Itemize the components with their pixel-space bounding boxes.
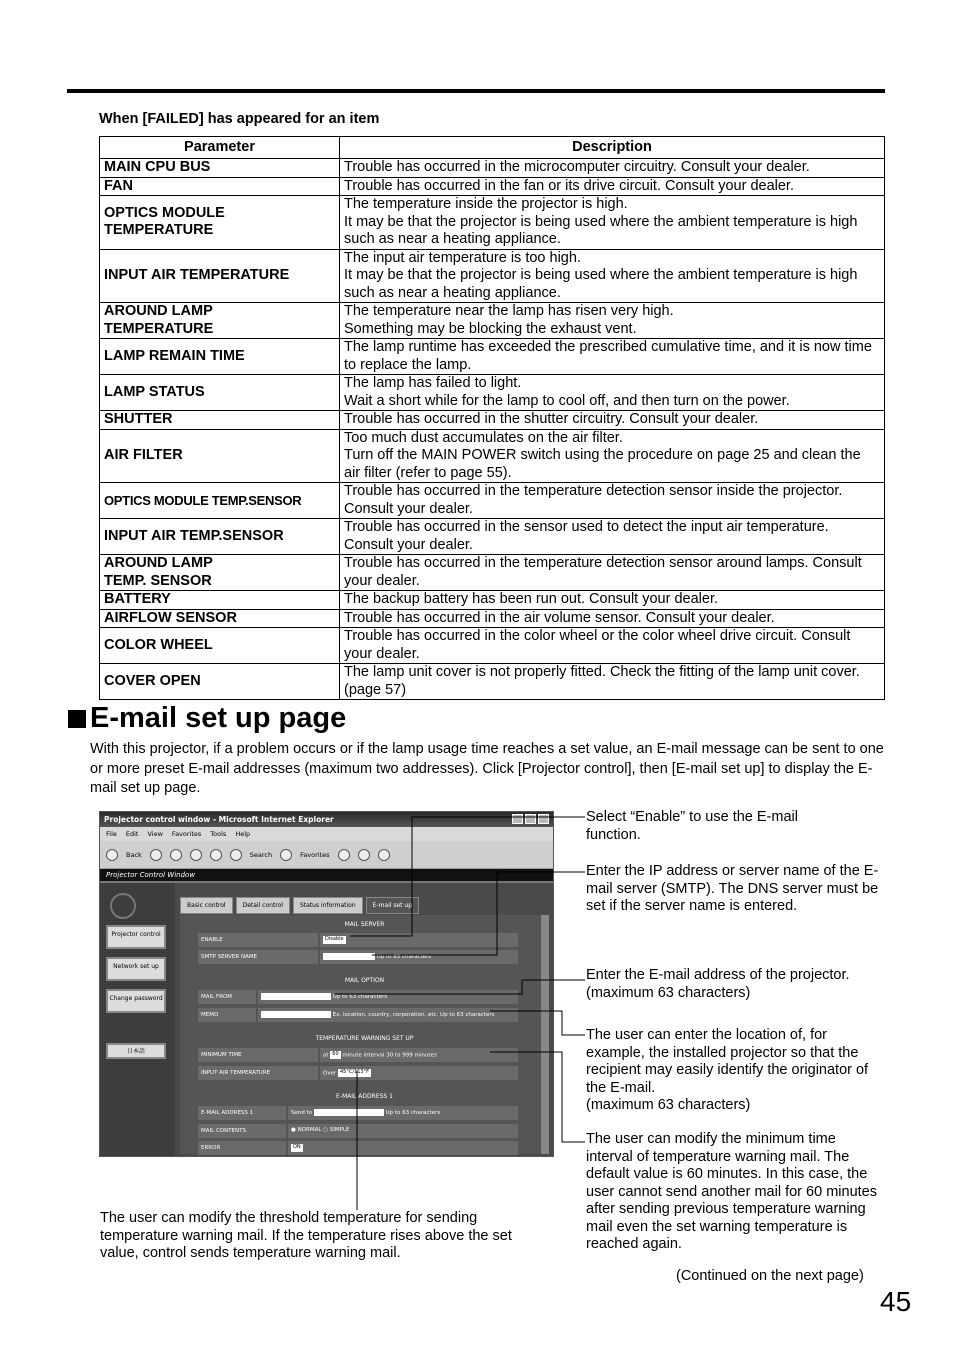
description-cell: The lamp runtime has exceeded the prescribed cumulative time, and it is now time to replace the lamp.	[340, 339, 885, 375]
mail-option-heading: MAIL OPTION	[344, 977, 385, 984]
description-cell: Trouble has occurred in the color wheel or the color wheel drive circuit. Consult your dealer.	[340, 628, 885, 664]
parameter-cell: OPTICS MODULE TEMP.SENSOR	[100, 483, 340, 519]
parameter-cell: LAMP STATUS	[100, 375, 340, 411]
menu-help: Help	[235, 830, 251, 838]
parameter-cell: LAMP REMAIN TIME	[100, 339, 340, 375]
toolbar-favorites: Favorites	[300, 850, 330, 859]
description-cell: The lamp unit cover is not properly fitted. Check the fitting of the lamp unit cover. (page 57)	[340, 664, 885, 700]
parameter-cell: OPTICS MODULE TEMPERATURE	[100, 196, 340, 250]
description-cell: Trouble has occurred in the temperature detection sensor around lamps. Consult your dealer.	[340, 555, 885, 591]
parameter-cell: COLOR WHEEL	[100, 628, 340, 664]
toolbar-search: Search	[249, 850, 273, 859]
callout-smtp: Enter the IP address or server name of the E-mail server (SMTP). The DNS server must be set if the server name is entered.	[586, 863, 879, 914]
leader-mail-from	[335, 980, 585, 994]
callout-memo: The user can enter the location of, for example, the installed projector so that the recipient may easily identify the originator of the E-mail. (maximum 63 characters)	[586, 1027, 869, 1113]
description-cell: Trouble has occurred in the temperature detection sensor inside the projector. Consult your dealer.	[340, 483, 885, 519]
min-time-input: 60	[332, 1051, 339, 1057]
description-cell: The backup battery has been run out. Consult your dealer.	[340, 591, 885, 610]
leader-enable	[350, 817, 585, 936]
callout-mail-from: Enter the E-mail address of the projector. (maximum 63 characters)	[586, 967, 850, 1001]
menu-tools: Tools	[210, 830, 227, 838]
toolbar-back: Back	[126, 850, 142, 859]
description-cell: The temperature inside the projector is high. It may be that the projector is being used where the ambient temperature is high such as near a heating appliance.	[340, 196, 885, 250]
japanese-button: 日本語	[106, 1043, 166, 1059]
parameter-cell: AIR FILTER	[100, 429, 340, 483]
leader-smtp	[372, 872, 585, 955]
min-time-unit: minute interval	[342, 1052, 385, 1059]
input-air-prefix: Over	[323, 1070, 337, 1077]
input-air-select: 45°C/113°F	[339, 1069, 369, 1075]
contents-simple: SIMPLE	[329, 1127, 350, 1133]
address1-prefix: Send to	[291, 1110, 313, 1116]
contents-value: ● NORMAL ○ SIMPLE	[288, 1124, 518, 1138]
menu-favorites: Favorites	[171, 830, 202, 838]
parameter-cell: INPUT AIR TEMP.SENSOR	[100, 519, 340, 555]
address1-hint: Up to 63 characters	[385, 1110, 441, 1116]
intro-paragraph: With this projector, if a problem occurs or if the lamp usage time reaches a set value, an E-mail message can be sent to one or more preset E-mail addresses (maximum two addresses). Click [Projector control], then [E-mail set up] to display the E-mail set up page.	[90, 741, 884, 796]
description-cell: The temperature near the lamp has risen very high. Something may be blocking the exhaust vent.	[340, 303, 885, 339]
mail-from-label: MAIL FROM	[198, 990, 256, 1004]
parameter-cell: BATTERY	[100, 591, 340, 610]
enable-label: ENABLE	[198, 933, 318, 947]
min-time-prefix: at	[323, 1052, 329, 1059]
continued-note: (Continued on the next page)	[676, 1268, 864, 1284]
description-cell: Too much dust accumulates on the air filter. Turn off the MAIN POWER switch using the procedure on page 25 and clean the air filter (refer to page 55).	[340, 429, 885, 483]
leader-memo	[490, 1011, 585, 1035]
address1-label: E-MAIL ADDRESS 1	[198, 1106, 286, 1120]
error-label: ERROR	[198, 1141, 286, 1155]
header-description: Description	[340, 137, 885, 159]
tab-basic-control: Basic control	[180, 897, 233, 914]
leader-min-time	[490, 1052, 585, 1142]
temp-warning-heading: TEMPERATURE WARNING SET UP	[315, 1035, 414, 1042]
parameter-cell: MAIN CPU BUS	[100, 159, 340, 178]
memo-hint: Ex. location, country, corporation, etc. Up to 63 characters	[332, 1012, 495, 1018]
table-caption: When [FAILED] has appeared for an item	[99, 111, 380, 127]
contents-normal: NORMAL	[297, 1127, 322, 1133]
description-cell: Trouble has occurred in the sensor used to detect the input air temperature. Consult your dealer.	[340, 519, 885, 555]
app-title-bar: Projector Control Window	[100, 869, 553, 883]
tab-email-setup: E-mail set up	[366, 897, 419, 914]
description-cell: The input air temperature is too high. It may be that the projector is being used where the ambient temperature is high such as near a heating appliance.	[340, 249, 885, 303]
mail-server-heading: MAIL SERVER	[344, 921, 385, 928]
parameter-cell: AROUND LAMP TEMP. SENSOR	[100, 555, 340, 591]
contents-label: MAIL CONTENTS	[198, 1124, 286, 1138]
memo-label: MEMO	[198, 1008, 256, 1022]
parameter-cell: SHUTTER	[100, 411, 340, 430]
callout-enable: Select “Enable” to use the E-mail function.	[586, 809, 798, 843]
parameter-cell: INPUT AIR TEMPERATURE	[100, 249, 340, 303]
parameter-cell: AIRFLOW SENSOR	[100, 609, 340, 628]
enable-select: Disable	[325, 936, 344, 942]
projector-control-button: Projector control	[106, 925, 166, 949]
browser-title: Projector control window - Microsoft Internet Explorer	[104, 815, 334, 824]
min-time-label: MINIMUM TIME	[198, 1048, 318, 1062]
error-select: ON	[293, 1144, 301, 1150]
description-cell: The lamp has failed to light. Wait a short while for the lamp to cool off, and then turn on the power.	[340, 375, 885, 411]
parameter-cell: AROUND LAMP TEMPERATURE	[100, 303, 340, 339]
menu-edit: Edit	[125, 830, 139, 838]
description-cell: Trouble has occurred in the shutter circuitry. Consult your dealer.	[340, 411, 885, 430]
description-cell: Trouble has occurred in the fan or its drive circuit. Consult your dealer.	[340, 177, 885, 196]
description-cell: Trouble has occurred in the microcomputer circuitry. Consult your dealer.	[340, 159, 885, 178]
callout-min-time: The user can modify the minimum time interval of temperature warning mail. The default value is 60 minutes. In this case, the user cannot send another mail for 60 minutes after sending previous temperature warning mail even the set warning temperature is reached again.	[586, 1131, 877, 1252]
menu-view: View	[147, 830, 163, 838]
section-title-text: E-mail set up page	[90, 702, 347, 734]
header-parameter: Parameter	[100, 137, 340, 159]
tab-status-information: Status information	[293, 897, 363, 914]
mail-from-hint: Up to 63 characters	[332, 994, 388, 1000]
smtp-hint: Up to 63 characters	[376, 954, 432, 960]
input-air-label: INPUT AIR TEMPERATURE	[198, 1066, 318, 1080]
page-number: 45	[880, 1286, 912, 1317]
smtp-label: SMTP SERVER NAME	[198, 950, 318, 964]
parameter-cell: FAN	[100, 177, 340, 196]
parameter-cell: COVER OPEN	[100, 664, 340, 700]
network-setup-button: Network set up	[106, 957, 166, 981]
change-password-button: Change password	[106, 989, 166, 1013]
menu-file: File	[106, 830, 117, 838]
address1-heading: E-MAIL ADDRESS 1	[336, 1093, 393, 1100]
min-time-range: 30 to 999 minutes	[386, 1052, 437, 1059]
description-cell: Trouble has occurred in the air volume sensor. Consult your dealer.	[340, 609, 885, 628]
tab-detail-control: Detail control	[236, 897, 290, 914]
callout-threshold: The user can modify the threshold temperature for sending temperature warning mail. If the temperature rises above the set value, control sends temperature warning mail.	[100, 1210, 512, 1261]
